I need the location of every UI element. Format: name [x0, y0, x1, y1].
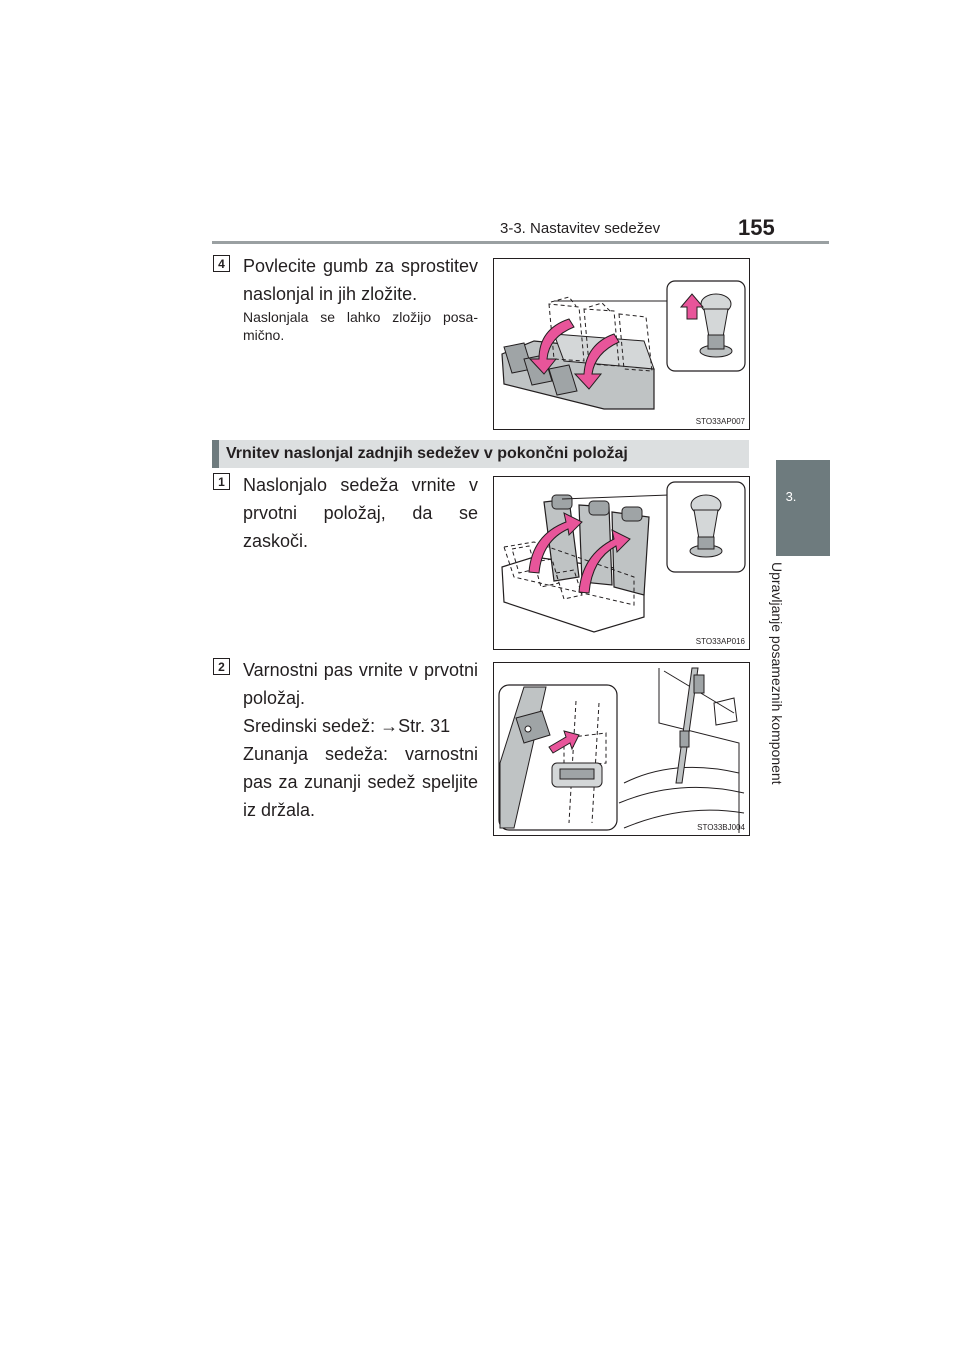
- step-number-2: 2: [213, 658, 230, 675]
- step-2-outer-seats: Zunanja sedeža: varnostni pas za zunanji sedež speljite iz držala.: [243, 744, 478, 820]
- section-heading: [212, 440, 749, 468]
- chapter-title-vertical: [769, 562, 806, 832]
- header-section-title: 3-3. Nastavitev sedežev: [500, 220, 661, 237]
- chapter-title: Upravljanje posameznih komponent: [769, 562, 785, 785]
- section-heading-accent: [212, 440, 219, 468]
- figure-code-3: STO33BJ004: [697, 823, 745, 832]
- step-4-text: Povlecite gumb za sprostitev naslonjal in jih zložite.: [243, 256, 478, 304]
- figure-seatbelt-return: [493, 662, 750, 836]
- figure-code-1: STO33AP007: [695, 417, 745, 426]
- chapter-tab: [776, 460, 830, 556]
- figure-return-seatbacks: [493, 476, 750, 650]
- step-2-text: Varnostni pas vrnite v prvotni položaj.: [243, 660, 478, 708]
- chapter-number: 3.: [785, 489, 797, 504]
- header-rule: [212, 241, 829, 244]
- step-number-1: 1: [213, 473, 230, 490]
- step-number-4: 4: [213, 255, 230, 272]
- step-1-text: Naslonjalo sedeža vrnite v prvotni položaj, da se zaskoči.: [243, 475, 478, 551]
- fold-seatbacks-illustration: [494, 259, 750, 430]
- figure-fold-seatbacks: [493, 258, 750, 430]
- step-2-center-seat: Sredinski sedež: →Str. 31: [243, 716, 451, 736]
- figure-code-2: STO33AP016: [695, 637, 745, 646]
- return-seatbacks-illustration: [494, 477, 750, 650]
- page-number: 155: [738, 215, 775, 240]
- step-4-note: Naslonjala se lahko zložijo posa-mično.: [243, 309, 478, 343]
- seatbelt-illustration: [494, 663, 750, 836]
- section-heading-text: Vrnitev naslonjal zadnjih sedežev v pokončni položaj: [226, 445, 628, 462]
